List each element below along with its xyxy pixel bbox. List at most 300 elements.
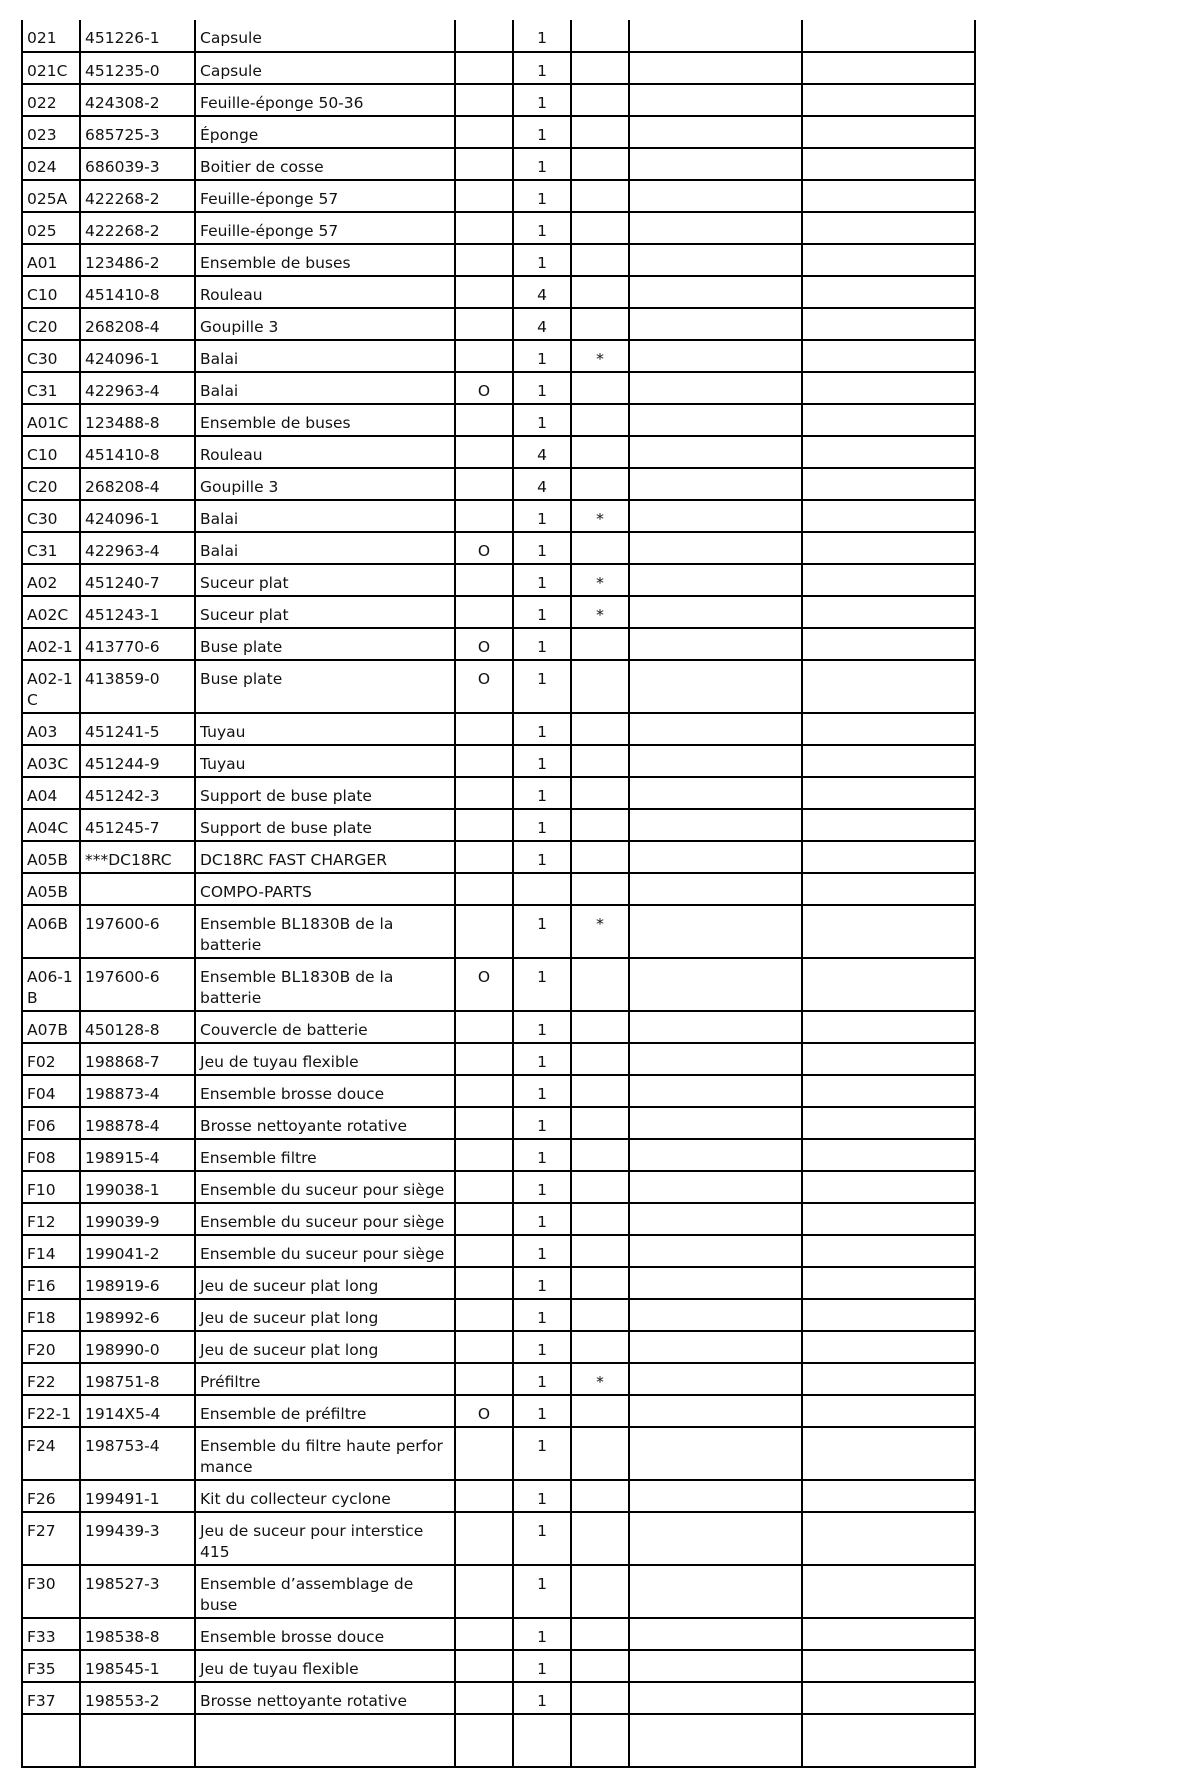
cell-quantity: 1 xyxy=(513,84,571,116)
cell-quantity: 1 xyxy=(513,809,571,841)
cell-item-number: F37 xyxy=(22,1682,80,1714)
cell-option xyxy=(455,244,513,276)
table-row xyxy=(22,116,975,148)
cell-blank xyxy=(802,1171,975,1203)
cell-option xyxy=(455,1107,513,1139)
cell-blank xyxy=(802,468,975,500)
cell-quantity: 1 xyxy=(513,713,571,745)
cell-item-number: A02-1C xyxy=(22,660,80,713)
cell-note xyxy=(571,1267,629,1299)
cell-quantity: 1 xyxy=(513,212,571,244)
cell-option xyxy=(455,713,513,745)
cell-description: Feuille-éponge 57 xyxy=(195,180,455,212)
table-row xyxy=(22,1235,975,1267)
cell-quantity: 1 xyxy=(513,745,571,777)
cell-item-number: A05B xyxy=(22,873,80,905)
cell-item-number: 021 xyxy=(22,20,80,52)
cell-blank xyxy=(802,500,975,532)
cell-item-number: F06 xyxy=(22,1107,80,1139)
cell-blank xyxy=(802,404,975,436)
cell-blank xyxy=(629,1565,802,1618)
cell-blank xyxy=(802,1299,975,1331)
cell-option: O xyxy=(455,1395,513,1427)
cell-description: Support de buse plate xyxy=(195,777,455,809)
cell-blank xyxy=(802,628,975,660)
cell-blank xyxy=(802,1480,975,1512)
cell-part-number: 197600-6 xyxy=(80,958,195,1011)
cell-option xyxy=(455,1512,513,1565)
cell-option xyxy=(455,468,513,500)
cell-blank xyxy=(802,958,975,1011)
cell-blank xyxy=(629,1043,802,1075)
table-row xyxy=(22,308,975,340)
cell-item-number: A06B xyxy=(22,905,80,958)
cell-part-number: 422963-4 xyxy=(80,532,195,564)
cell-option xyxy=(455,1171,513,1203)
cell-blank xyxy=(629,809,802,841)
cell-note xyxy=(571,372,629,404)
cell-item-number: A02 xyxy=(22,564,80,596)
cell-blank xyxy=(802,564,975,596)
cell-option xyxy=(455,52,513,84)
cell-part-number: 197600-6 xyxy=(80,905,195,958)
cell-quantity: 1 xyxy=(513,1618,571,1650)
cell-part-number: 268208-4 xyxy=(80,468,195,500)
cell-item-number: A03 xyxy=(22,713,80,745)
cell-quantity: 1 xyxy=(513,958,571,1011)
cell-option xyxy=(455,1235,513,1267)
cell-description: Boitier de cosse xyxy=(195,148,455,180)
cell-option xyxy=(455,745,513,777)
cell-blank xyxy=(802,1714,975,1767)
cell-part-number: 198538-8 xyxy=(80,1618,195,1650)
cell-part-number: 123488-8 xyxy=(80,404,195,436)
cell-note xyxy=(571,1512,629,1565)
cell-quantity xyxy=(513,873,571,905)
cell-option xyxy=(455,1650,513,1682)
cell-part-number: 198919-6 xyxy=(80,1267,195,1299)
parts-list-page xyxy=(21,20,976,1710)
cell-blank xyxy=(802,212,975,244)
cell-blank xyxy=(629,436,802,468)
cell-option xyxy=(455,1714,513,1767)
table-row xyxy=(22,372,975,404)
cell-quantity: 1 xyxy=(513,1331,571,1363)
cell-option xyxy=(455,1618,513,1650)
cell-note xyxy=(571,84,629,116)
cell-description: Tuyau xyxy=(195,745,455,777)
cell-blank xyxy=(802,745,975,777)
cell-blank xyxy=(802,1427,975,1480)
cell-blank xyxy=(802,1267,975,1299)
cell-item-number: F08 xyxy=(22,1139,80,1171)
cell-option: O xyxy=(455,628,513,660)
cell-note xyxy=(571,1299,629,1331)
cell-part-number: 198915-4 xyxy=(80,1139,195,1171)
table-row xyxy=(22,660,975,713)
cell-note xyxy=(571,404,629,436)
cell-note xyxy=(571,1395,629,1427)
cell-note xyxy=(571,1235,629,1267)
parts-table-body xyxy=(22,20,975,1767)
cell-quantity: 1 xyxy=(513,148,571,180)
cell-item-number: A01C xyxy=(22,404,80,436)
table-row xyxy=(22,1565,975,1618)
cell-item-number: 025 xyxy=(22,212,80,244)
cell-item-number: A02-1 xyxy=(22,628,80,660)
cell-option xyxy=(455,500,513,532)
cell-blank xyxy=(629,660,802,713)
cell-quantity: 1 xyxy=(513,180,571,212)
cell-description: Support de buse plate xyxy=(195,809,455,841)
cell-part-number: 199491-1 xyxy=(80,1480,195,1512)
cell-part-number: 422268-2 xyxy=(80,212,195,244)
cell-blank xyxy=(802,873,975,905)
cell-quantity: 1 xyxy=(513,1171,571,1203)
cell-blank xyxy=(629,372,802,404)
table-row xyxy=(22,1650,975,1682)
cell-note xyxy=(571,777,629,809)
cell-description: Ensemble de préfiltre xyxy=(195,1395,455,1427)
cell-item-number: C20 xyxy=(22,468,80,500)
table-row xyxy=(22,1043,975,1075)
cell-part-number: 424096-1 xyxy=(80,340,195,372)
cell-description: Goupille 3 xyxy=(195,468,455,500)
cell-blank xyxy=(629,340,802,372)
cell-description: Ensemble BL1830B de la batterie xyxy=(195,958,455,1011)
cell-item-number: 021C xyxy=(22,52,80,84)
cell-note xyxy=(571,745,629,777)
cell-option xyxy=(455,1011,513,1043)
cell-item-number: C10 xyxy=(22,276,80,308)
cell-quantity: 1 xyxy=(513,596,571,628)
cell-option xyxy=(455,873,513,905)
cell-option xyxy=(455,596,513,628)
cell-part-number: 450128-8 xyxy=(80,1011,195,1043)
table-row xyxy=(22,468,975,500)
cell-description: Rouleau xyxy=(195,276,455,308)
cell-description: COMPO-PARTS xyxy=(195,873,455,905)
cell-option: O xyxy=(455,958,513,1011)
table-row xyxy=(22,905,975,958)
cell-blank xyxy=(629,564,802,596)
cell-note: * xyxy=(571,500,629,532)
cell-part-number xyxy=(80,873,195,905)
cell-quantity: 1 xyxy=(513,1427,571,1480)
cell-blank xyxy=(629,404,802,436)
cell-blank xyxy=(629,1512,802,1565)
cell-blank xyxy=(629,1682,802,1714)
cell-note xyxy=(571,1203,629,1235)
cell-option xyxy=(455,308,513,340)
cell-description: Jeu de suceur pour interstice 415 xyxy=(195,1512,455,1565)
cell-item-number: C31 xyxy=(22,372,80,404)
cell-blank xyxy=(802,841,975,873)
cell-option xyxy=(455,212,513,244)
cell-option xyxy=(455,436,513,468)
cell-part-number: 422963-4 xyxy=(80,372,195,404)
cell-option xyxy=(455,84,513,116)
table-row xyxy=(22,958,975,1011)
cell-note xyxy=(571,1043,629,1075)
cell-quantity: 1 xyxy=(513,52,571,84)
cell-blank xyxy=(802,1203,975,1235)
cell-blank xyxy=(629,244,802,276)
cell-blank xyxy=(802,180,975,212)
cell-option xyxy=(455,20,513,52)
cell-blank xyxy=(802,308,975,340)
table-row xyxy=(22,20,975,52)
cell-description: Buse plate xyxy=(195,660,455,713)
cell-note xyxy=(571,20,629,52)
cell-item-number: C10 xyxy=(22,436,80,468)
cell-option xyxy=(455,276,513,308)
cell-option xyxy=(455,1427,513,1480)
cell-blank xyxy=(802,1363,975,1395)
cell-blank xyxy=(802,1075,975,1107)
cell-blank xyxy=(802,1512,975,1565)
cell-blank xyxy=(802,436,975,468)
cell-option xyxy=(455,1299,513,1331)
cell-blank xyxy=(802,809,975,841)
cell-blank xyxy=(629,1267,802,1299)
cell-description: Feuille-éponge 50-36 xyxy=(195,84,455,116)
cell-item-number: F35 xyxy=(22,1650,80,1682)
cell-item-number: F02 xyxy=(22,1043,80,1075)
cell-item-number: F10 xyxy=(22,1171,80,1203)
table-row xyxy=(22,1299,975,1331)
cell-blank xyxy=(629,1235,802,1267)
cell-note xyxy=(571,468,629,500)
cell-description: Balai xyxy=(195,500,455,532)
cell-blank xyxy=(629,1480,802,1512)
cell-description: Suceur plat xyxy=(195,564,455,596)
table-row xyxy=(22,1363,975,1395)
cell-blank xyxy=(629,873,802,905)
cell-part-number: 424308-2 xyxy=(80,84,195,116)
cell-quantity: 1 xyxy=(513,1682,571,1714)
cell-option xyxy=(455,1682,513,1714)
cell-option xyxy=(455,148,513,180)
cell-part-number: 451410-8 xyxy=(80,276,195,308)
cell-description: Ensemble de buses xyxy=(195,404,455,436)
cell-item-number: 023 xyxy=(22,116,80,148)
cell-blank xyxy=(629,1107,802,1139)
cell-option xyxy=(455,1565,513,1618)
table-row xyxy=(22,1480,975,1512)
cell-part-number: 686039-3 xyxy=(80,148,195,180)
cell-quantity: 1 xyxy=(513,340,571,372)
cell-blank xyxy=(629,180,802,212)
cell-item-number xyxy=(22,1714,80,1767)
cell-blank xyxy=(802,244,975,276)
cell-note xyxy=(571,1650,629,1682)
cell-part-number: 451410-8 xyxy=(80,436,195,468)
cell-description: Jeu de suceur plat long xyxy=(195,1267,455,1299)
table-row xyxy=(22,1331,975,1363)
cell-note xyxy=(571,532,629,564)
cell-item-number: F18 xyxy=(22,1299,80,1331)
cell-item-number: A07B xyxy=(22,1011,80,1043)
cell-blank xyxy=(629,212,802,244)
cell-item-number: F16 xyxy=(22,1267,80,1299)
table-row xyxy=(22,52,975,84)
cell-item-number: 022 xyxy=(22,84,80,116)
table-row xyxy=(22,212,975,244)
table-row xyxy=(22,873,975,905)
cell-option xyxy=(455,777,513,809)
table-row xyxy=(22,532,975,564)
cell-blank xyxy=(629,596,802,628)
cell-quantity: 1 xyxy=(513,116,571,148)
table-row xyxy=(22,777,975,809)
cell-blank xyxy=(629,1075,802,1107)
cell-item-number: F20 xyxy=(22,1331,80,1363)
cell-item-number: A05B xyxy=(22,841,80,873)
cell-note xyxy=(571,436,629,468)
cell-note xyxy=(571,1171,629,1203)
cell-blank xyxy=(629,745,802,777)
cell-note xyxy=(571,1139,629,1171)
cell-blank xyxy=(802,116,975,148)
cell-blank xyxy=(629,468,802,500)
cell-blank xyxy=(629,1299,802,1331)
cell-description: Jeu de tuyau flexible xyxy=(195,1043,455,1075)
cell-note xyxy=(571,1565,629,1618)
cell-description: Brosse nettoyante rotative xyxy=(195,1682,455,1714)
cell-blank xyxy=(802,1565,975,1618)
table-row xyxy=(22,340,975,372)
cell-note xyxy=(571,1107,629,1139)
cell-description: Ensemble du suceur pour siège xyxy=(195,1171,455,1203)
cell-note xyxy=(571,841,629,873)
table-row xyxy=(22,436,975,468)
cell-blank xyxy=(802,1235,975,1267)
cell-blank xyxy=(802,1395,975,1427)
cell-blank xyxy=(629,713,802,745)
cell-item-number: F22 xyxy=(22,1363,80,1395)
cell-note xyxy=(571,873,629,905)
cell-part-number: 199038-1 xyxy=(80,1171,195,1203)
table-row xyxy=(22,1267,975,1299)
cell-item-number: A04C xyxy=(22,809,80,841)
cell-note xyxy=(571,1714,629,1767)
cell-blank xyxy=(629,20,802,52)
cell-item-number: C30 xyxy=(22,500,80,532)
cell-blank xyxy=(802,777,975,809)
cell-option xyxy=(455,180,513,212)
cell-note xyxy=(571,628,629,660)
cell-note xyxy=(571,1427,629,1480)
cell-part-number: 451235-0 xyxy=(80,52,195,84)
cell-description: Ensemble du suceur pour siège xyxy=(195,1203,455,1235)
cell-part-number: 198751-8 xyxy=(80,1363,195,1395)
cell-part-number: 451242-3 xyxy=(80,777,195,809)
cell-part-number: 199039-9 xyxy=(80,1203,195,1235)
cell-blank xyxy=(629,1650,802,1682)
cell-blank xyxy=(629,628,802,660)
table-row xyxy=(22,1682,975,1714)
cell-blank xyxy=(629,532,802,564)
cell-blank xyxy=(629,958,802,1011)
cell-description: Ensemble du suceur pour siège xyxy=(195,1235,455,1267)
cell-blank xyxy=(629,52,802,84)
cell-blank xyxy=(802,596,975,628)
cell-note xyxy=(571,1011,629,1043)
cell-quantity: 1 xyxy=(513,1235,571,1267)
cell-option: O xyxy=(455,532,513,564)
cell-note xyxy=(571,52,629,84)
cell-option xyxy=(455,564,513,596)
cell-blank xyxy=(629,1331,802,1363)
cell-quantity: 1 xyxy=(513,20,571,52)
cell-part-number: 1914X5-4 xyxy=(80,1395,195,1427)
cell-option xyxy=(455,116,513,148)
cell-quantity: 1 xyxy=(513,244,571,276)
cell-quantity: 1 xyxy=(513,777,571,809)
cell-part-number: 451244-9 xyxy=(80,745,195,777)
cell-blank xyxy=(629,841,802,873)
cell-description: Ensemble brosse douce xyxy=(195,1075,455,1107)
cell-item-number: F26 xyxy=(22,1480,80,1512)
cell-description: Éponge xyxy=(195,116,455,148)
cell-blank xyxy=(802,660,975,713)
cell-item-number: A02C xyxy=(22,596,80,628)
cell-note xyxy=(571,958,629,1011)
cell-blank xyxy=(802,340,975,372)
cell-option xyxy=(455,905,513,958)
cell-quantity: 1 xyxy=(513,564,571,596)
cell-quantity: 1 xyxy=(513,1480,571,1512)
cell-note: * xyxy=(571,340,629,372)
cell-part-number: 413770-6 xyxy=(80,628,195,660)
cell-quantity: 1 xyxy=(513,1650,571,1682)
cell-note xyxy=(571,308,629,340)
cell-description: Kit du collecteur cyclone xyxy=(195,1480,455,1512)
cell-quantity: 1 xyxy=(513,1043,571,1075)
cell-description: Ensemble BL1830B de la batterie xyxy=(195,905,455,958)
cell-option xyxy=(455,1139,513,1171)
cell-note xyxy=(571,116,629,148)
cell-description: Jeu de tuyau flexible xyxy=(195,1650,455,1682)
table-row xyxy=(22,1512,975,1565)
cell-part-number xyxy=(80,1714,195,1767)
cell-blank xyxy=(629,905,802,958)
cell-description: Ensemble filtre xyxy=(195,1139,455,1171)
cell-blank xyxy=(629,276,802,308)
cell-description: Jeu de suceur plat long xyxy=(195,1331,455,1363)
cell-option xyxy=(455,1363,513,1395)
cell-note xyxy=(571,1075,629,1107)
table-row xyxy=(22,180,975,212)
cell-part-number: 198868-7 xyxy=(80,1043,195,1075)
cell-item-number: C30 xyxy=(22,340,80,372)
cell-description: Tuyau xyxy=(195,713,455,745)
cell-part-number: 422268-2 xyxy=(80,180,195,212)
cell-blank xyxy=(802,52,975,84)
cell-blank xyxy=(802,1043,975,1075)
table-row xyxy=(22,1011,975,1043)
cell-description: Couvercle de batterie xyxy=(195,1011,455,1043)
cell-blank xyxy=(802,20,975,52)
cell-option xyxy=(455,809,513,841)
cell-note xyxy=(571,809,629,841)
cell-part-number: 451245-7 xyxy=(80,809,195,841)
cell-note xyxy=(571,180,629,212)
table-row xyxy=(22,1075,975,1107)
cell-description: Ensemble brosse douce xyxy=(195,1618,455,1650)
table-row xyxy=(22,564,975,596)
